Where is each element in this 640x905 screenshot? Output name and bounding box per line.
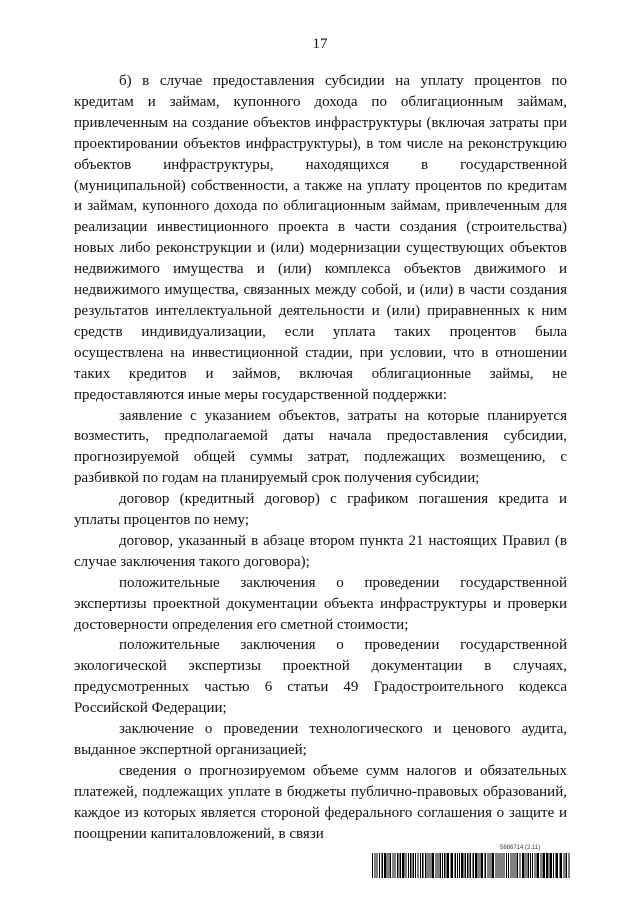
barcode-bar <box>481 853 484 878</box>
paragraph-application: заявление с указанием объектов, затраты на которые планируется возместить, предполагаемой даты начала предоставления субсидии, прогнозируемой общей суммы затрат, подлежащих возмещению, с разбивкой по годам на планируемый срок получения субсидии; <box>74 407 567 487</box>
barcode-bar <box>520 853 521 878</box>
barcode-bar <box>564 853 565 878</box>
barcode-bar <box>526 853 527 878</box>
page-number: 17 <box>312 36 328 52</box>
barcode-bar <box>402 853 405 878</box>
document-code: 5886714 (2.11) <box>500 845 541 851</box>
paragraph-audit-conclusion: заключение о проведении технологического и ценового аудита, выданное экспертной организацией; <box>74 721 567 758</box>
barcode-bar <box>457 853 458 878</box>
barcode-bar <box>436 853 437 878</box>
barcode-bar <box>467 853 469 878</box>
document-body <box>74 71 567 845</box>
barcode-bar <box>440 853 442 878</box>
barcode-bar <box>490 853 491 878</box>
barcode-bar <box>473 853 475 878</box>
barcode-bar <box>506 853 507 878</box>
paragraph-tax-forecast: сведения о прогнозируемом объеме сумм налогов и обязательных платежей, подлежащих уплате в бюджеты публично-правовых образований, каждое из которых является стороной федерального соглашения о защите и поощрении капиталовложений, в связи <box>74 762 567 842</box>
barcode-bar <box>498 853 499 878</box>
barcode-bar <box>400 853 402 878</box>
barcode-bar <box>430 853 431 878</box>
barcode-bar <box>442 853 443 878</box>
barcode-bar <box>428 853 429 878</box>
barcode-bar <box>532 853 533 878</box>
barcode-bar <box>444 853 446 878</box>
barcode-bar <box>502 853 503 878</box>
barcode-bar <box>393 853 394 878</box>
barcode-bar <box>475 853 478 878</box>
barcode-bar <box>438 853 439 878</box>
barcode-bar <box>530 853 531 878</box>
barcode-bar <box>377 853 378 878</box>
barcode-bar <box>447 853 450 878</box>
barcode-bar <box>513 853 514 878</box>
barcode-bar <box>397 853 399 878</box>
barcode-bar <box>455 853 457 878</box>
paragraph-ecological-expertise: положительные заключения о проведении государственной экологической экспертизы проектной документации в случаях, предусмотренных частью 6 статьи 49 Градостроительного кодекса Российской Федерации; <box>74 637 567 717</box>
barcode-bar <box>550 853 553 878</box>
paragraph-subsidy-conditions: б) в случае предоставления субсидии на уплату процентов по кредитам и займам, купонного дохода по облигационным займам, привлеченным на создание объектов инфраструктуры (включая затраты при проектировании объектов инфраструктуры), в том числе на реконструкцию объектов инфраструктуры, находящихся в государственной (муниципальной) собственности, а также на уплату процентов по кредитам и займам, купонного дохода по облигационным займам, привлеченным для реализации инвестиционного проекта в части создания (строительства) новых либо реконструкции и (или) модернизации существующих объектов недвижимого имущества и (или) комплекса объектов движимого и недвижимого имущества, связанных между собой, и (или) в части создания результатов интеллектуальной деятельности и (или) приравненных к ним средств индивидуализации, если уплата таких процентов была осуществлена на инвестиционной стадии, при условии, что в отношении таких кредитов и займов, включая облигационные займы, не предоставляются иные меры государственной поддержки: <box>74 73 567 403</box>
barcode-bar <box>384 853 387 878</box>
barcode-bar <box>515 853 516 878</box>
barcode-bar <box>504 853 505 878</box>
barcode-bar <box>413 853 415 878</box>
barcode-bar <box>418 853 419 878</box>
barcode-bar <box>459 853 460 878</box>
barcode-bar <box>406 853 407 878</box>
barcode-bar <box>541 853 542 878</box>
barcode-bar <box>543 853 546 878</box>
barcode-bar <box>553 853 554 878</box>
barcode-bar <box>425 853 427 878</box>
barcode-bar <box>382 853 384 878</box>
paragraph-agreement-ref: договор, указанный в абзаце втором пункта 21 настоящих Правил (в случае заключения такого договора); <box>74 532 567 570</box>
paragraph-state-expertise: положительные заключения о проведении государственной экспертизы проектной документации объекта инфраструктуры и проверки достоверности определения его сметной стоимости; <box>74 574 567 633</box>
barcode-bar <box>432 853 435 878</box>
barcode-bar <box>390 853 392 878</box>
barcode-bar <box>500 853 501 878</box>
barcode-bar <box>410 853 412 878</box>
barcode-bar <box>479 853 480 878</box>
barcode-bar <box>451 853 454 878</box>
barcode-bar <box>395 853 396 878</box>
barcode-bar <box>546 853 549 878</box>
barcode-bar <box>492 853 495 878</box>
barcode-bar <box>496 853 497 878</box>
barcode-bar <box>375 853 376 878</box>
barcode-bar <box>379 853 380 878</box>
barcode-bar <box>537 853 540 878</box>
barcode-bar <box>566 853 568 878</box>
barcode-bar <box>511 853 512 878</box>
barcode-bar <box>517 853 519 878</box>
barcode-bar <box>556 853 559 878</box>
barcode-bar <box>535 853 536 878</box>
barcode-bar <box>528 853 530 878</box>
barcode-bar <box>560 853 563 878</box>
barcode-bar <box>470 853 472 878</box>
barcode-bar <box>388 853 389 878</box>
barcode-bar <box>508 853 509 878</box>
barcode-bar <box>465 853 467 878</box>
barcode-bar <box>415 853 416 878</box>
barcode-bar <box>422 853 424 878</box>
barcode-bar <box>408 853 409 878</box>
barcode-bar <box>461 853 464 878</box>
barcode-bar <box>420 853 421 878</box>
barcode-bar <box>485 853 487 878</box>
paragraph-credit-agreement: договор (кредитный договор) с графиком погашения кредита и уплаты процентов по нему; <box>74 491 567 529</box>
barcode-bar <box>569 853 570 878</box>
barcode-bar <box>522 853 525 878</box>
barcode-bar <box>488 853 489 878</box>
barcode <box>372 853 570 878</box>
barcode-bar <box>372 853 373 878</box>
